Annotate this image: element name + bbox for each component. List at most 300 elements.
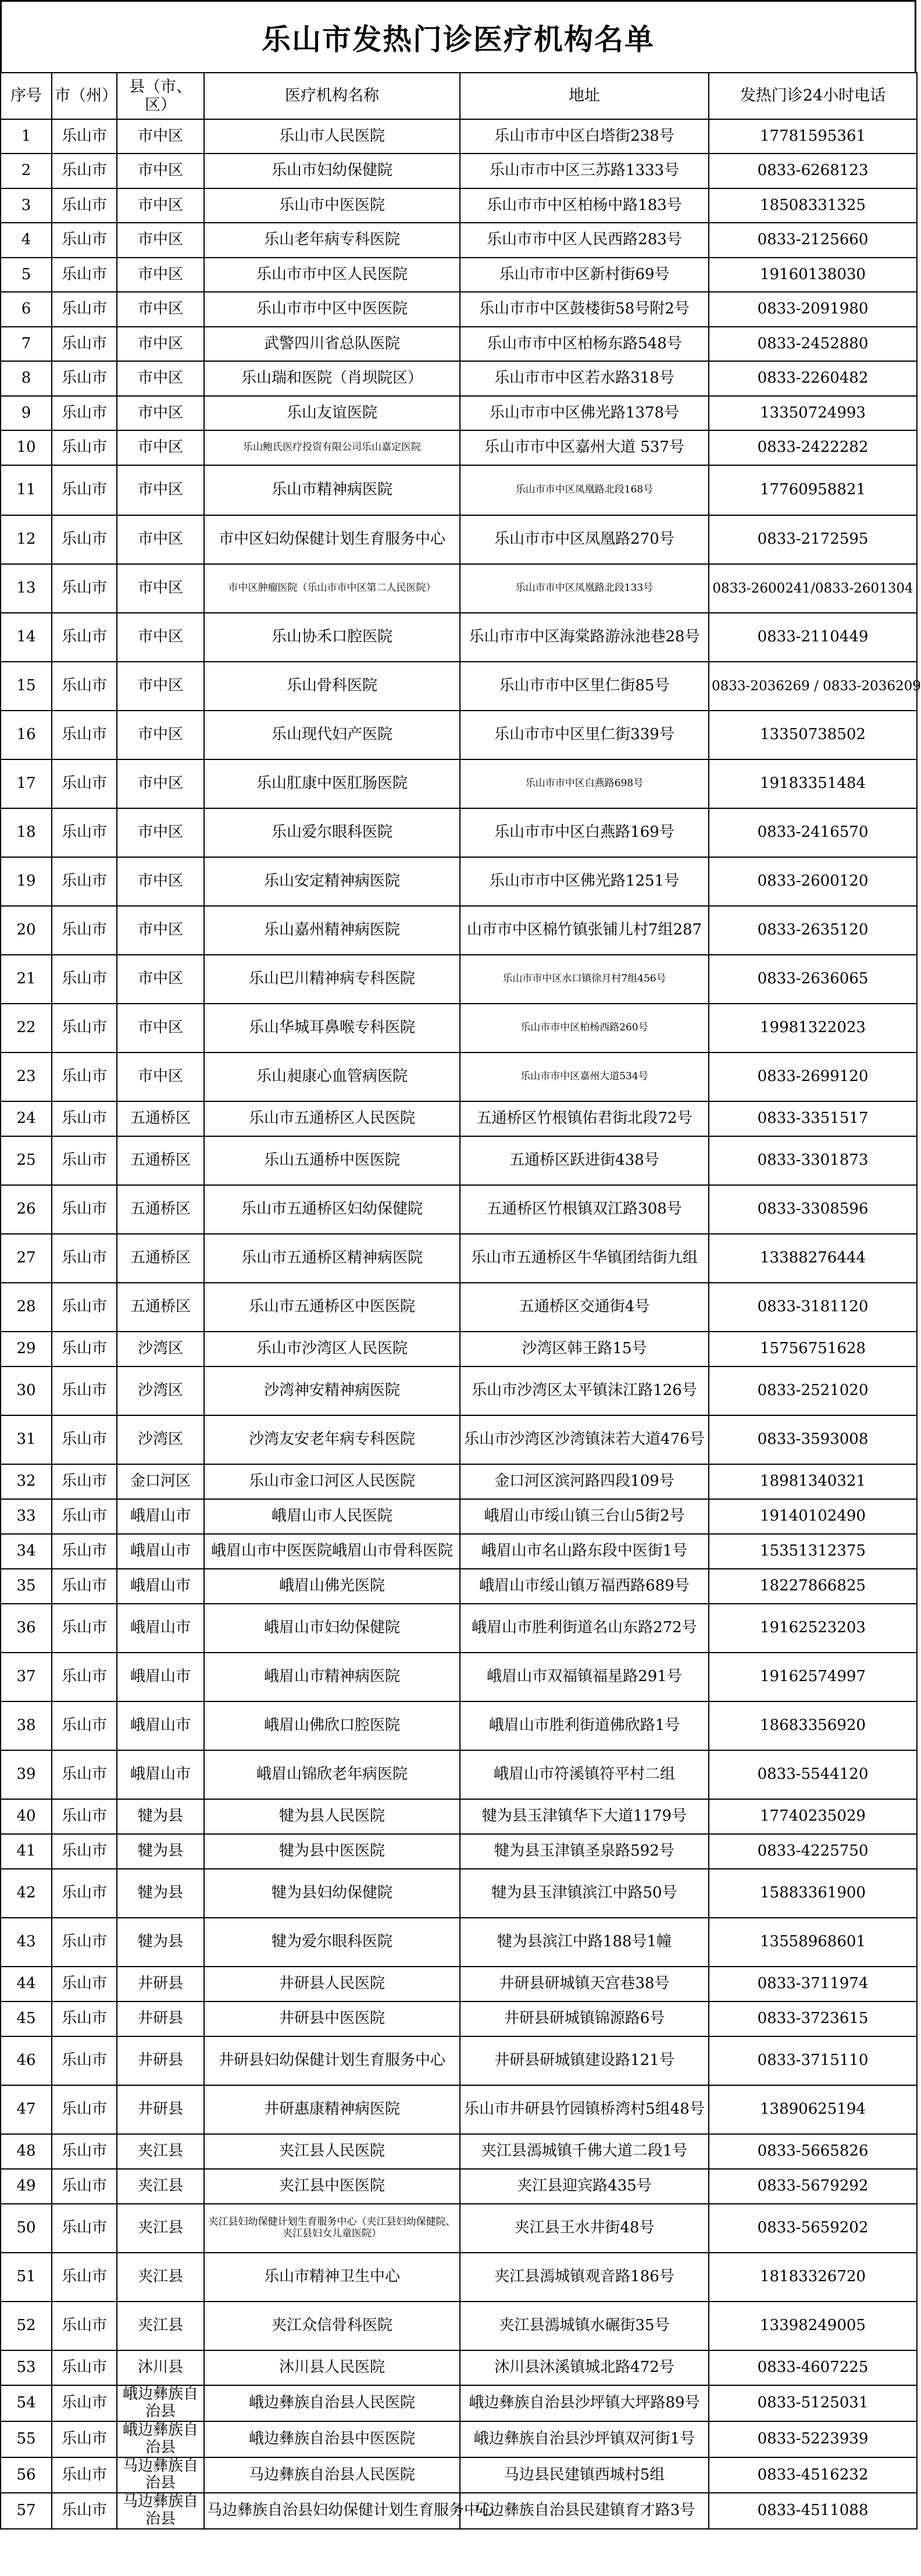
table-row <box>1 327 917 361</box>
cell-addr: 乐山市市中区新村街69号 <box>460 258 709 292</box>
cell-phone: 0833-2636065 <box>709 955 917 1004</box>
cell-no: 3 <box>1 188 52 223</box>
cell-no: 21 <box>1 955 52 1004</box>
cell-name: 乐山瑞和医院（肖坝院区） <box>204 361 460 396</box>
cell-county: 夹江县 <box>117 2302 204 2350</box>
cell-city: 乐山市 <box>52 1653 117 1701</box>
cell-name: 乐山市市中区中医医院 <box>204 292 460 327</box>
cell-phone: 18227866825 <box>709 1569 917 1604</box>
cell-addr: 乐山市井研县竹园镇桥湾村5组48号 <box>460 2085 709 2134</box>
cell-city: 乐山市 <box>52 1332 117 1367</box>
cell-name: 乐山市中医医院 <box>204 188 460 223</box>
cell-county: 马边彝族自治县 <box>117 2493 204 2529</box>
cell-phone: 0833-4511088 <box>709 2493 917 2529</box>
cell-addr: 沙湾区韩王路15号 <box>460 1332 709 1367</box>
cell-county: 夹江县 <box>117 2134 204 2169</box>
cell-county: 市中区 <box>117 154 204 188</box>
cell-name: 乐山巴川精神病专科医院 <box>204 955 460 1004</box>
cell-county: 市中区 <box>117 955 204 1004</box>
cell-no: 56 <box>1 2457 52 2493</box>
cell-addr: 五通桥区竹根镇双江路308号 <box>460 1185 709 1234</box>
cell-addr: 峨眉山市双福镇福星路291号 <box>460 1653 709 1701</box>
table-row <box>1 1534 917 1569</box>
cell-addr: 犍为县玉津镇圣泉路592号 <box>460 1834 709 1869</box>
cell-addr: 金口河区滨河路四段109号 <box>460 1464 709 1499</box>
cell-city: 乐山市 <box>52 1799 117 1834</box>
cell-county: 五通桥区 <box>117 1185 204 1234</box>
table-row <box>1 292 917 327</box>
table-row <box>1 1052 917 1101</box>
cell-city: 乐山市 <box>52 1750 117 1799</box>
cell-phone: 19140102490 <box>709 1499 917 1534</box>
cell-no: 27 <box>1 1234 52 1283</box>
table-row <box>1 1283 917 1332</box>
cell-addr: 夹江县王水井街48号 <box>460 2204 709 2253</box>
table-row <box>1 662 917 711</box>
cell-addr: 乐山市市中区嘉州大道 537号 <box>460 430 709 465</box>
table-row <box>1 1415 917 1464</box>
cell-phone: 0833-2091980 <box>709 292 917 327</box>
cell-county: 峨边彝族自治县 <box>117 2385 204 2421</box>
cell-no: 26 <box>1 1185 52 1234</box>
cell-city: 乐山市 <box>52 1967 117 2001</box>
cell-county: 峨边彝族自治县 <box>117 2421 204 2457</box>
cell-city: 乐山市 <box>52 613 117 662</box>
cell-name: 峨眉山市中医医院峨眉山市骨科医院 <box>204 1534 460 1569</box>
cell-county: 市中区 <box>117 1052 204 1101</box>
cell-no: 20 <box>1 906 52 955</box>
cell-name: 峨眉山佛光医院 <box>204 1569 460 1604</box>
cell-phone: 19160138030 <box>709 258 917 292</box>
cell-name: 沙湾友安老年病专科医院 <box>204 1415 460 1464</box>
cell-name: 市中区妇幼保健计划生育服务中心 <box>204 515 460 564</box>
table-row <box>1 906 917 955</box>
cell-phone: 13350738502 <box>709 711 917 759</box>
cell-addr: 夹江县漹城镇观音路186号 <box>460 2253 709 2302</box>
cell-no: 44 <box>1 1967 52 2001</box>
cell-phone: 17740235029 <box>709 1799 917 1834</box>
cell-city: 乐山市 <box>52 1869 117 1918</box>
cell-name: 乐山市精神病医院 <box>204 465 460 515</box>
cell-name: 犍为县中医医院 <box>204 1834 460 1869</box>
cell-city: 乐山市 <box>52 258 117 292</box>
table-row <box>1 1869 917 1918</box>
cell-no: 19 <box>1 857 52 906</box>
cell-no: 18 <box>1 808 52 857</box>
table-row <box>1 258 917 292</box>
cell-name: 乐山市人民医院 <box>204 119 460 154</box>
cell-no: 22 <box>1 1004 52 1052</box>
cell-phone: 17760958821 <box>709 465 917 515</box>
cell-city: 乐山市 <box>52 2302 117 2350</box>
cell-no: 35 <box>1 1569 52 1604</box>
cell-addr: 峨眉山市胜利街道佛欣路1号 <box>460 1701 709 1750</box>
cell-addr: 乐山市沙湾区沙湾镇沫若大道476号 <box>460 1415 709 1464</box>
cell-county: 市中区 <box>117 119 204 154</box>
table-row <box>1 119 917 154</box>
cell-addr: 乐山市市中区柏杨东路548号 <box>460 327 709 361</box>
table-row <box>1 1701 917 1750</box>
cell-phone: 0833-5665826 <box>709 2134 917 2169</box>
table-row <box>1 1918 917 1967</box>
cell-name: 武警四川省总队医院 <box>204 327 460 361</box>
cell-name: 峨边彝族自治县中医医院 <box>204 2421 460 2457</box>
cell-phone: 0833-3715110 <box>709 2036 917 2085</box>
cell-phone: 18981340321 <box>709 1464 917 1499</box>
cell-name: 乐山五通桥中医医院 <box>204 1136 460 1185</box>
cell-county: 沙湾区 <box>117 1332 204 1367</box>
cell-phone: 0833-4225750 <box>709 1834 917 1869</box>
cell-city: 乐山市 <box>52 2036 117 2085</box>
cell-phone: 15351312375 <box>709 1534 917 1569</box>
cell-phone: 0833-3181120 <box>709 1283 917 1332</box>
cell-no: 40 <box>1 1799 52 1834</box>
cell-name: 峨边彝族自治县人民医院 <box>204 2385 460 2421</box>
cell-name: 井研惠康精神病医院 <box>204 2085 460 2134</box>
cell-addr: 乐山市市中区凤凰路270号 <box>460 515 709 564</box>
cell-phone: 19162523203 <box>709 1604 917 1653</box>
cell-addr: 井研县研城镇锦源路6号 <box>460 2001 709 2036</box>
cell-county: 峨眉山市 <box>117 1569 204 1604</box>
table-row <box>1 2385 917 2421</box>
table-row <box>1 1185 917 1234</box>
cell-phone: 0833-3351517 <box>709 1101 917 1136</box>
cell-no: 41 <box>1 1834 52 1869</box>
cell-city: 乐山市 <box>52 857 117 906</box>
table-row <box>1 2134 917 2169</box>
table-row <box>1 515 917 564</box>
cell-no: 29 <box>1 1332 52 1367</box>
cell-county: 市中区 <box>117 396 204 430</box>
table-row <box>1 711 917 759</box>
cell-name: 乐山市精神卫生中心 <box>204 2253 460 2302</box>
cell-phone: 0833-2600241/0833-2601304 <box>709 564 917 613</box>
cell-city: 乐山市 <box>52 1283 117 1332</box>
cell-phone: 0833-3301873 <box>709 1136 917 1185</box>
cell-phone: 0833-3308596 <box>709 1185 917 1234</box>
cell-no: 37 <box>1 1653 52 1701</box>
cell-addr: 乐山市市中区白燕路698号 <box>460 759 709 808</box>
cell-name: 峨眉山市精神病医院 <box>204 1653 460 1701</box>
table-row <box>1 1499 917 1534</box>
cell-addr: 乐山市市中区佛光路1378号 <box>460 396 709 430</box>
cell-addr: 沐川县沐溪镇城北路472号 <box>460 2350 709 2385</box>
cell-county: 市中区 <box>117 857 204 906</box>
cell-phone: 0833-2600120 <box>709 857 917 906</box>
cell-addr: 马边县民建镇西城村5组 <box>460 2457 709 2493</box>
cell-name: 乐山市五通桥区人民医院 <box>204 1101 460 1136</box>
cell-city: 乐山市 <box>52 2385 117 2421</box>
cell-no: 17 <box>1 759 52 808</box>
cell-city: 乐山市 <box>52 465 117 515</box>
cell-city: 乐山市 <box>52 2085 117 2134</box>
cell-addr: 夹江县漹城镇千佛大道二段1号 <box>460 2134 709 2169</box>
cell-county: 市中区 <box>117 188 204 223</box>
table-row <box>1 2169 917 2204</box>
table-row <box>1 2204 917 2253</box>
cell-name: 井研县人民医院 <box>204 1967 460 2001</box>
institution-table <box>0 72 921 2529</box>
cell-name: 夹江县人民医院 <box>204 2134 460 2169</box>
cell-county: 犍为县 <box>117 1918 204 1967</box>
cell-name: 乐山市五通桥区中医医院 <box>204 1283 460 1332</box>
cell-no: 10 <box>1 430 52 465</box>
cell-addr: 犍为县玉津镇华下大道1179号 <box>460 1799 709 1834</box>
table-row <box>1 1834 917 1869</box>
cell-addr: 夹江县漹城镇水碾街35号 <box>460 2302 709 2350</box>
cell-city: 乐山市 <box>52 1234 117 1283</box>
cell-name: 乐山昶康心血管病医院 <box>204 1052 460 1101</box>
cell-city: 乐山市 <box>52 2134 117 2169</box>
cell-phone: 0833-5544120 <box>709 1750 917 1799</box>
header-row <box>1 73 917 119</box>
cell-no: 34 <box>1 1534 52 1569</box>
table-row <box>1 188 917 223</box>
table-row <box>1 2036 917 2085</box>
cell-name: 乐山肛康中医肛肠医院 <box>204 759 460 808</box>
cell-name: 犍为县人民医院 <box>204 1799 460 1834</box>
cell-city: 乐山市 <box>52 327 117 361</box>
cell-county: 井研县 <box>117 2001 204 2036</box>
cell-name: 峨眉山市人民医院 <box>204 1499 460 1534</box>
cell-county: 市中区 <box>117 292 204 327</box>
cell-addr: 五通桥区竹根镇佑君街北段72号 <box>460 1101 709 1136</box>
cell-addr: 峨眉山市名山路东段中医街1号 <box>460 1534 709 1569</box>
table-row <box>1 1799 917 1834</box>
page-title: 乐山市发热门诊医疗机构名单 <box>0 0 916 72</box>
cell-addr: 乐山市市中区白塔街238号 <box>460 119 709 154</box>
table-row <box>1 361 917 396</box>
cell-phone: 13350724993 <box>709 396 917 430</box>
cell-name: 马边彝族自治县妇幼保健计划生育服务中心 <box>204 2493 460 2529</box>
cell-county: 市中区 <box>117 1004 204 1052</box>
cell-name: 乐山安定精神病医院 <box>204 857 460 906</box>
col-header-county: 县（市、区） <box>117 73 204 119</box>
cell-name: 井研县妇幼保健计划生育服务中心 <box>204 2036 460 2085</box>
table-row <box>1 2350 917 2385</box>
cell-no: 46 <box>1 2036 52 2085</box>
cell-county: 井研县 <box>117 1967 204 2001</box>
cell-phone: 13398249005 <box>709 2302 917 2350</box>
cell-no: 33 <box>1 1499 52 1534</box>
cell-city: 乐山市 <box>52 2421 117 2457</box>
cell-city: 乐山市 <box>52 430 117 465</box>
table-row <box>1 465 917 515</box>
cell-name: 乐山友谊医院 <box>204 396 460 430</box>
cell-city: 乐山市 <box>52 2493 117 2529</box>
cell-addr: 井研县研城镇天宫巷38号 <box>460 1967 709 2001</box>
cell-city: 乐山市 <box>52 2350 117 2385</box>
cell-addr: 马边彝族自治县民建镇育才路3号 <box>460 2493 709 2529</box>
cell-name: 沙湾神安精神病医院 <box>204 1367 460 1415</box>
table-row <box>1 1653 917 1701</box>
cell-name: 乐山华城耳鼻喉专科医院 <box>204 1004 460 1052</box>
cell-county: 市中区 <box>117 906 204 955</box>
cell-city: 乐山市 <box>52 2001 117 2036</box>
cell-addr: 夹江县迎宾路435号 <box>460 2169 709 2204</box>
cell-county: 犍为县 <box>117 1799 204 1834</box>
cell-name: 犍为爱尔眼科医院 <box>204 1918 460 1967</box>
cell-name: 犍为县妇幼保健院 <box>204 1869 460 1918</box>
cell-addr: 五通桥区交通街4号 <box>460 1283 709 1332</box>
cell-city: 乐山市 <box>52 119 117 154</box>
cell-name: 夹江县妇幼保健计划生育服务中心（夹江县妇幼保健院、夹江县妇女儿童医院） <box>204 2204 460 2253</box>
cell-city: 乐山市 <box>52 188 117 223</box>
table-row <box>1 2001 917 2036</box>
cell-phone: 0833-2699120 <box>709 1052 917 1101</box>
cell-city: 乐山市 <box>52 711 117 759</box>
cell-county: 峨眉山市 <box>117 1534 204 1569</box>
cell-no: 50 <box>1 2204 52 2253</box>
cell-county: 市中区 <box>117 515 204 564</box>
cell-county: 市中区 <box>117 430 204 465</box>
cell-county: 五通桥区 <box>117 1283 204 1332</box>
cell-city: 乐山市 <box>52 1701 117 1750</box>
cell-phone: 18683356920 <box>709 1701 917 1750</box>
cell-phone: 18508331325 <box>709 188 917 223</box>
cell-county: 市中区 <box>117 258 204 292</box>
cell-name: 乐山爱尔眼科医院 <box>204 808 460 857</box>
cell-no: 43 <box>1 1918 52 1967</box>
cell-addr: 乐山市市中区里仁街339号 <box>460 711 709 759</box>
cell-addr: 乐山市市中区嘉州大道534号 <box>460 1052 709 1101</box>
table-row <box>1 1004 917 1052</box>
cell-no: 55 <box>1 2421 52 2457</box>
cell-name: 乐山协禾口腔医院 <box>204 613 460 662</box>
cell-addr: 五通桥区跃进街438号 <box>460 1136 709 1185</box>
cell-name: 乐山市妇幼保健院 <box>204 154 460 188</box>
cell-addr: 乐山市市中区白燕路169号 <box>460 808 709 857</box>
cell-county: 井研县 <box>117 2036 204 2085</box>
table-row <box>1 430 917 465</box>
cell-name: 峨眉山锦欣老年病医院 <box>204 1750 460 1799</box>
cell-no: 2 <box>1 154 52 188</box>
cell-city: 乐山市 <box>52 1185 117 1234</box>
cell-city: 乐山市 <box>52 361 117 396</box>
table-row <box>1 1464 917 1499</box>
cell-no: 14 <box>1 613 52 662</box>
cell-phone: 0833-2422282 <box>709 430 917 465</box>
cell-addr: 乐山市五通桥区牛华镇团结街九组 <box>460 1234 709 1283</box>
cell-phone: 0833-2125660 <box>709 223 917 258</box>
cell-no: 51 <box>1 2253 52 2302</box>
cell-no: 57 <box>1 2493 52 2529</box>
cell-addr: 乐山市市中区水口镇徐月村7组456号 <box>460 955 709 1004</box>
cell-name: 马边彝族自治县人民医院 <box>204 2457 460 2493</box>
cell-county: 马边彝族自治县 <box>117 2457 204 2493</box>
cell-phone: 0833-2260482 <box>709 361 917 396</box>
cell-city: 乐山市 <box>52 2169 117 2204</box>
cell-county: 市中区 <box>117 223 204 258</box>
cell-city: 乐山市 <box>52 1569 117 1604</box>
cell-county: 沐川县 <box>117 2350 204 2385</box>
table-row <box>1 2302 917 2350</box>
table-row <box>1 1750 917 1799</box>
cell-county: 犍为县 <box>117 1834 204 1869</box>
cell-no: 31 <box>1 1415 52 1464</box>
cell-addr: 乐山市市中区海棠路游泳池巷28号 <box>460 613 709 662</box>
cell-county: 市中区 <box>117 361 204 396</box>
table-row <box>1 2085 917 2134</box>
cell-name: 峨眉山佛欣口腔医院 <box>204 1701 460 1750</box>
cell-no: 16 <box>1 711 52 759</box>
cell-addr: 乐山市市中区凤凰路北段168号 <box>460 465 709 515</box>
cell-city: 乐山市 <box>52 564 117 613</box>
cell-phone: 0833-4607225 <box>709 2350 917 2385</box>
cell-no: 25 <box>1 1136 52 1185</box>
cell-county: 沙湾区 <box>117 1367 204 1415</box>
cell-county: 井研县 <box>117 2085 204 2134</box>
cell-name: 乐山嘉州精神病医院 <box>204 906 460 955</box>
cell-phone: 0833-2416570 <box>709 808 917 857</box>
cell-county: 峨眉山市 <box>117 1499 204 1534</box>
cell-county: 市中区 <box>117 327 204 361</box>
cell-no: 5 <box>1 258 52 292</box>
cell-no: 1 <box>1 119 52 154</box>
cell-name: 沐川县人民医院 <box>204 2350 460 2385</box>
table-row <box>1 2253 917 2302</box>
cell-name: 乐山市沙湾区人民医院 <box>204 1332 460 1367</box>
cell-city: 乐山市 <box>52 1052 117 1101</box>
cell-no: 13 <box>1 564 52 613</box>
cell-county: 市中区 <box>117 465 204 515</box>
cell-phone: 15756751628 <box>709 1332 917 1367</box>
cell-city: 乐山市 <box>52 1499 117 1534</box>
table-row <box>1 2457 917 2493</box>
cell-city: 乐山市 <box>52 906 117 955</box>
cell-city: 乐山市 <box>52 1834 117 1869</box>
cell-county: 夹江县 <box>117 2253 204 2302</box>
cell-county: 市中区 <box>117 613 204 662</box>
cell-no: 7 <box>1 327 52 361</box>
cell-addr: 乐山市市中区人民西路283号 <box>460 223 709 258</box>
cell-name: 乐山骨科医院 <box>204 662 460 711</box>
cell-no: 45 <box>1 2001 52 2036</box>
cell-no: 48 <box>1 2134 52 2169</box>
cell-no: 36 <box>1 1604 52 1653</box>
cell-phone: 0833-2172595 <box>709 515 917 564</box>
table-row <box>1 1569 917 1604</box>
table-row <box>1 955 917 1004</box>
cell-addr: 乐山市市中区三苏路1333号 <box>460 154 709 188</box>
cell-addr: 犍为县玉津镇滨江中路50号 <box>460 1869 709 1918</box>
table-row <box>1 2421 917 2457</box>
cell-city: 乐山市 <box>52 2204 117 2253</box>
cell-no: 28 <box>1 1283 52 1332</box>
cell-county: 市中区 <box>117 808 204 857</box>
cell-county: 五通桥区 <box>117 1234 204 1283</box>
cell-county: 市中区 <box>117 564 204 613</box>
col-header-name: 医疗机构名称 <box>204 73 460 119</box>
cell-no: 32 <box>1 1464 52 1499</box>
cell-addr: 峨眉山市绥山镇万福西路689号 <box>460 1569 709 1604</box>
cell-addr: 乐山市市中区佛光路1251号 <box>460 857 709 906</box>
cell-phone: 0833-2521020 <box>709 1367 917 1415</box>
cell-city: 乐山市 <box>52 759 117 808</box>
cell-no: 30 <box>1 1367 52 1415</box>
cell-phone: 0833-2635120 <box>709 906 917 955</box>
table-row <box>1 1136 917 1185</box>
cell-phone: 0833-4516232 <box>709 2457 917 2493</box>
cell-addr: 犍为县滨江中路188号1幢 <box>460 1918 709 1967</box>
cell-name: 峨眉山市妇幼保健院 <box>204 1604 460 1653</box>
cell-phone: 0833-2452880 <box>709 327 917 361</box>
cell-county: 峨眉山市 <box>117 1604 204 1653</box>
table-row <box>1 223 917 258</box>
cell-addr: 乐山市沙湾区太平镇沫江路126号 <box>460 1367 709 1415</box>
cell-city: 乐山市 <box>52 808 117 857</box>
cell-county: 夹江县 <box>117 2204 204 2253</box>
